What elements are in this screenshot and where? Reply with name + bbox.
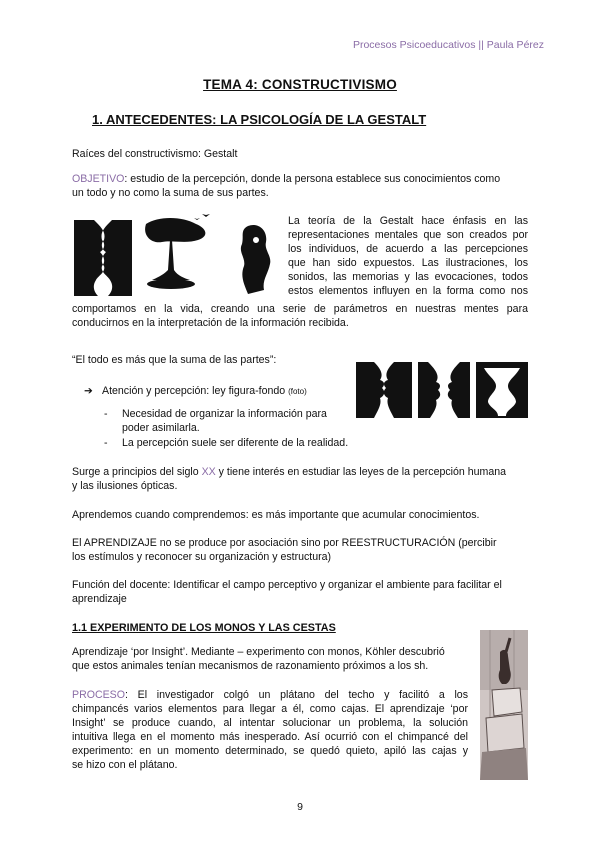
- dash-item: - Necesidad de organizar la información para poder asimilarla.: [104, 408, 327, 434]
- gestalt-illustration: [72, 210, 282, 302]
- box-bottom: [486, 714, 524, 752]
- gestalt-text-continued: comportamos en la vida, creando una serie de parámetros en nuestras mentes para conducirnos en la interpretación de la información recibida.: [72, 303, 528, 329]
- bullet-item: ➔ Atención y percepción: ley figura-fondo (foto): [84, 385, 307, 397]
- docente-paragraph: Función del docente: Identificar el campo perceptivo y organizar el ambiente para facilitar el aprendizaje: [72, 579, 502, 605]
- aprendemos-line: Aprendemos cuando comprendemos: es más importante que acumular conocimientos.: [72, 509, 480, 521]
- tree-ground: [147, 279, 195, 289]
- surge-paragraph: Surge a principios del siglo XX y tiene interés en estudiar las leyes de la percepción humana y las ilusiones ópticas.: [72, 466, 507, 492]
- proceso-label: PROCESO: [72, 689, 125, 701]
- birds-icon: [194, 214, 210, 220]
- box-top: [492, 688, 522, 716]
- objective-label: OBJETIVO: [72, 173, 125, 185]
- tree-canopy: [145, 218, 205, 242]
- photo-ground: [480, 748, 528, 780]
- page-title: TEMA 4: CONSTRUCTIVISMO: [203, 77, 397, 92]
- objective-paragraph: OBJETIVO: estudio de la percepción, donde la persona establece sus conocimientos como un todo y no como la suma de sus partes.: [72, 173, 501, 199]
- arrow-icon: ➔: [84, 385, 93, 397]
- silhouette-eye: [253, 237, 259, 243]
- dash-item: - La percepción suele ser diferente de la realidad.: [104, 437, 349, 449]
- page-number: 9: [297, 801, 303, 813]
- aprendizaje-paragraph: El APRENDIZAJE no se produce por asociación sino por REESTRUCTURACIÓN (percibir los estímulos y reconocer su organización y estructura): [72, 537, 497, 563]
- silhouette-figure: [241, 225, 270, 294]
- figure-ground-image: [356, 362, 528, 418]
- insight-paragraph: Aprendizaje ‘por Insight’. Mediante – experimento con monos, Köhler descubrió que estos animales tenían mecanismos de razonamiento próximos a los sh.: [72, 646, 445, 672]
- proceso-paragraph: PROCESO: El investigador colgó un plátano del techo y facilitó a los chimpancés varios elementos para llegar a él, como cajas. El aprendizaje ‘por Insight’ se produce cuando, al intentar solucionar un problema, la solución intuitiva llega en el momento más inesperado. Así ocurrió con el chimpancé del experimento: en un momento determinado, se quedó quieto, apiló las cajas y se hizo con el plátano.: [72, 689, 468, 771]
- tree-trunk: [152, 240, 190, 280]
- page-header: Procesos Psicoeducativos || Paula Pérez: [352, 39, 544, 51]
- subsection-heading: 1.1 EXPERIMENTO DE LOS MONOS Y LAS CESTAS: [72, 622, 336, 634]
- dash-icon: -: [104, 437, 108, 449]
- chimpanzee-photo: [480, 630, 528, 780]
- roots-line: Raíces del constructivismo: Gestalt: [72, 148, 238, 160]
- gestalt-text-wrap: La teoría de la Gestalt hace énfasis en las representaciones mentales que son creados por los individuos, de acuerdo a las percepciones que han sido expuestos. Las ilustraciones, los sonidos, las memorias y las evocaciones, todos estos elementos influyen en la forma como nos: [288, 215, 528, 297]
- quote-line: “El todo es más que la suma de las partes”:: [72, 354, 277, 366]
- dash-icon: -: [104, 408, 108, 420]
- section-heading: 1. ANTECEDENTES: LA PSICOLOGÍA DE LA GESTALT: [92, 112, 427, 127]
